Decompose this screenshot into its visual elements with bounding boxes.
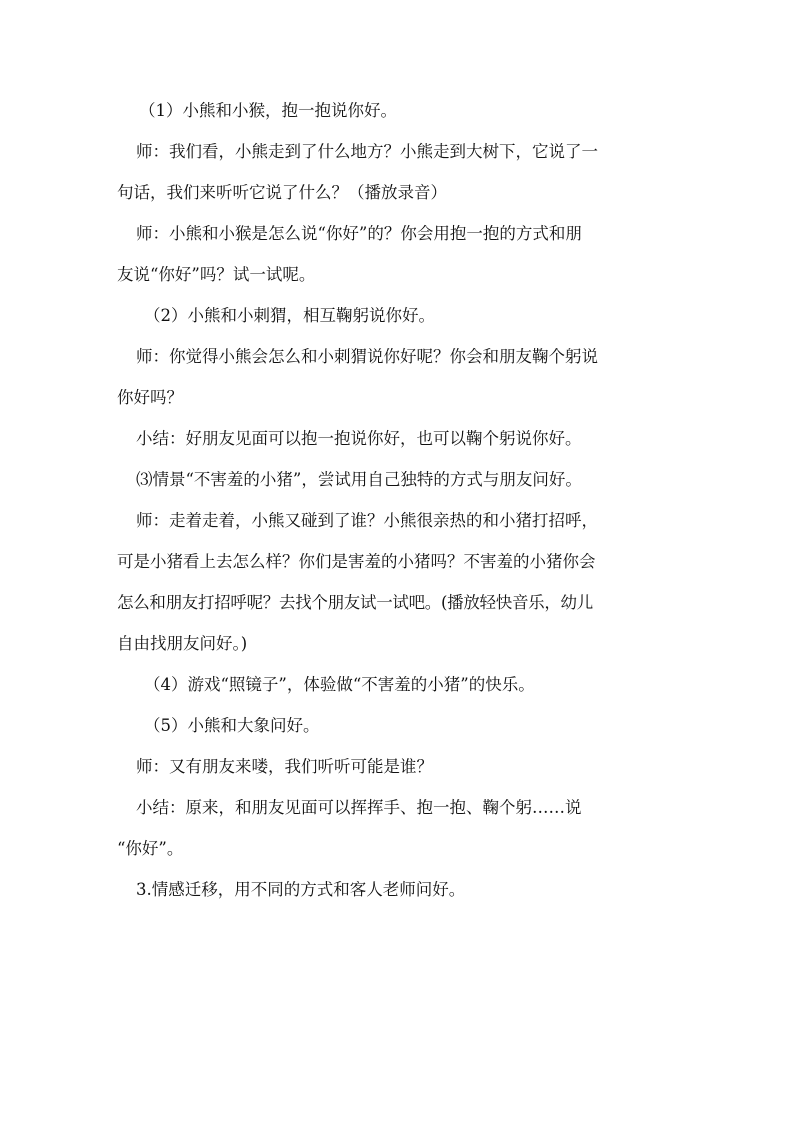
paragraph-line: 师：你觉得小熊会怎么和小刺猬说你好呢？你会和朋友鞠个躬说 — [136, 347, 598, 366]
paragraph-line: 师：小熊和小猴是怎么说“你好”的？你会用抱一抱的方式和朋 — [136, 224, 582, 243]
paragraph-line: （5）小熊和大象问好。 — [144, 716, 320, 735]
paragraph-6 — [117, 429, 677, 449]
paragraph-line: “你好”。 — [117, 839, 184, 858]
paragraph-line: 怎么和朋友打招呼呢？去找个朋友试一试吧。(播放轻快音乐，幼儿 — [117, 593, 593, 612]
paragraph-1 — [117, 101, 677, 121]
paragraph-11 — [117, 757, 677, 777]
paragraph-line: 小结：原来，和朋友见面可以挥挥手、抱一抱、鞠个躬……说 — [136, 798, 582, 817]
paragraph-5 — [117, 347, 677, 408]
paragraph-line: 你好吗？ — [117, 388, 183, 407]
paragraph-line: 师：又有朋友来喽，我们听听可能是谁？ — [136, 757, 433, 776]
paragraph-line: 小结：好朋友见面可以抱一抱说你好，也可以鞠个躬说你好。 — [136, 429, 582, 448]
paragraph-line: 师：走着走着，小熊又碰到了谁？小熊很亲热的和小猪打招呼， — [136, 511, 598, 530]
paragraph-line: 句话，我们来听听它说了什么？（播放录音） — [117, 183, 447, 202]
paragraph-12 — [117, 798, 677, 859]
paragraph-line: （4）游戏“照镜子”，体验做“不害羞的小猪”的快乐。 — [144, 675, 535, 694]
paragraph-line: 友说“你好”吗？试一试呢。 — [117, 265, 316, 284]
paragraph-line: 3.情感迁移，用不同的方式和客人老师问好。 — [136, 880, 466, 899]
paragraph-line: 师：我们看，小熊走到了什么地方？小熊走到大树下，它说了一 — [136, 142, 598, 161]
document-body — [117, 101, 677, 921]
paragraph-7 — [117, 470, 677, 490]
paragraph-line: 可是小猪看上去怎么样？你们是害羞的小猪吗？不害羞的小猪你会 — [117, 552, 596, 571]
paragraph-line: ⑶情景“不害羞的小猪”，尝试用自己独特的方式与朋友问好。 — [136, 470, 582, 489]
paragraph-2 — [117, 142, 677, 203]
paragraph-13 — [117, 880, 677, 900]
paragraph-10 — [117, 716, 677, 736]
paragraph-8 — [117, 511, 677, 654]
paragraph-4 — [117, 306, 677, 326]
paragraph-9 — [117, 675, 677, 695]
paragraph-line: 自由找朋友问好。) — [117, 634, 248, 653]
paragraph-line: （1）小熊和小猴，抱一抱说你好。 — [139, 101, 397, 120]
paragraph-3 — [117, 224, 677, 285]
paragraph-line: （2）小熊和小刺猬，相互鞠躬说你好。 — [144, 306, 435, 325]
